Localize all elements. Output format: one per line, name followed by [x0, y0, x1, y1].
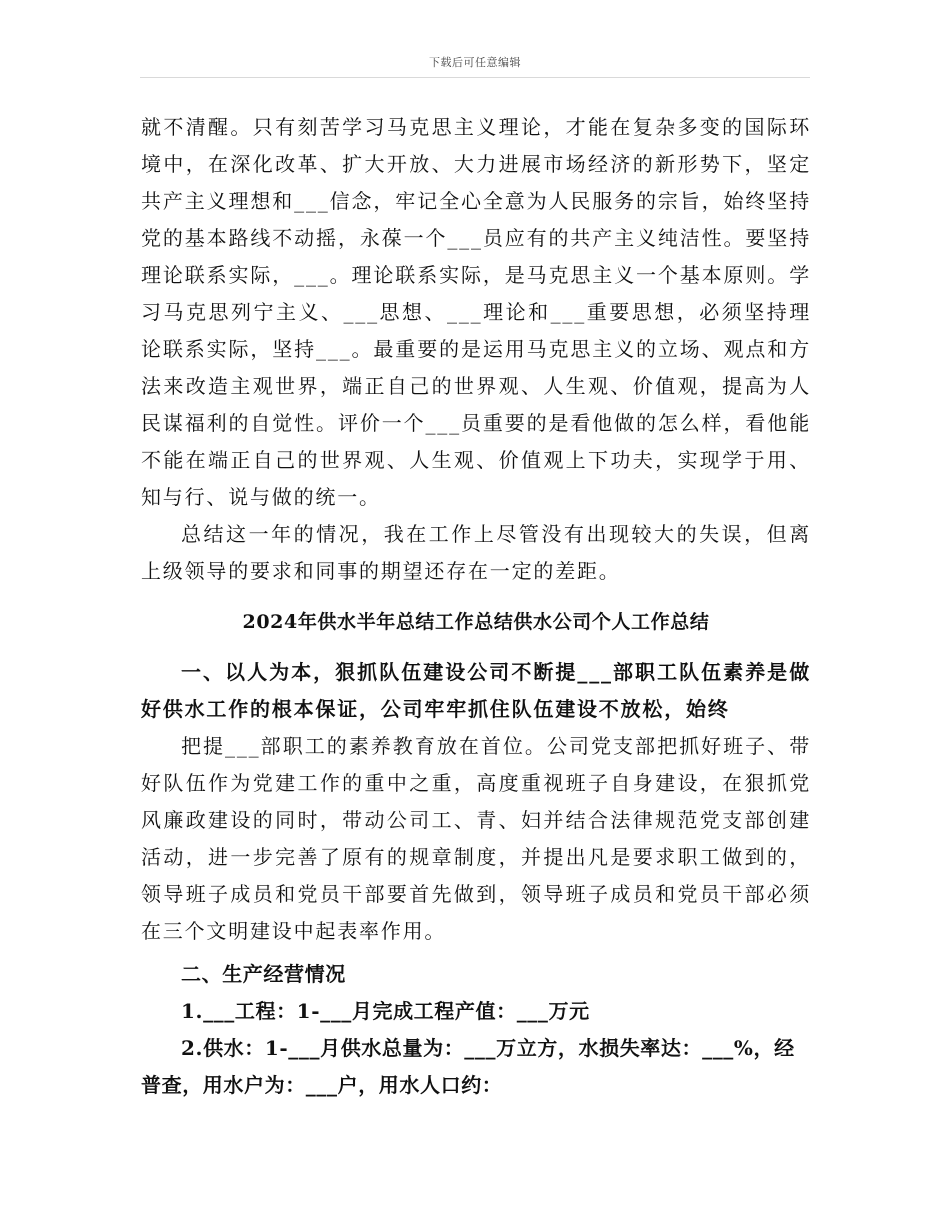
- section-title: 2024年供水半年总结工作总结供水公司个人工作总结: [242, 611, 710, 633]
- paragraph-1: 就不清醒。只有刻苦学习马克思主义理论，才能在复杂多变的国际环境中，在深化改革、扩大开放、大力进展市场经济的新形势下，坚定共产主义理想和___信念，牢记全心全意为人民服务的宗旨，始终坚持党的基本路线不动摇，永葆一个___员应有的共产主义纯洁性。要坚持理论联系实际，___。理论联系实际，是马克思主义一个基本原则。学习马克思列宁主义、___思想、___理论和___重要思想，必须坚持理论联系实际，坚持___。最重要的是运用马克思主义的立场、观点和方法来改造主观世界，端正自己的世界观、人生观、价值观，提高为人民谋福利的自觉性。评价一个___员重要的是看他做的怎么样，看他能不能在端正自己的世界观、人生观、价值观上下功夫，实现学于用、知与行、说与做的统一。: [141, 115, 811, 509]
- section-heading-2: 二、生产经营情况: [181, 962, 346, 986]
- list-item-1: 1.___工程：1-___月完成工程产值：___万元: [181, 999, 590, 1023]
- paragraph-2: 总结这一年的情况，我在工作上尽管没有出现较大的失误，但离上级领导的要求和同事的期望还存在一定的差距。: [141, 522, 811, 583]
- page-header: 下载后可任意编辑: [429, 56, 521, 69]
- document-body: [141, 109, 811, 1104]
- list-item-2: 2.供水：1-___月供水总量为：___万立方，水损失率达：___%，经普查，用水户为：___户，用水人口约：: [141, 1036, 795, 1097]
- paragraph-3: 把提___部职工的素养教育放在首位。公司党支部把抓好班子、带好队伍作为党建工作的重中之重，高度重视班子自身建设，在狠抓党风廉政建设的同时，带动公司工、青、妇并结合法律规范党支部创建活动，进一步完善了原有的规章制度，并提出凡是要求职工做到的，领导班子成员和党员干部要首先做到，领导班子成员和党员干部必须在三个文明建设中起表率作用。: [141, 734, 811, 943]
- header-divider: [140, 77, 810, 78]
- section-heading-1: 一、以人为本，狠抓队伍建设公司不断提___部职工队伍素养是做好供水工作的根本保证，公司牢牢抓住队伍建设不放松，始终: [141, 660, 811, 721]
